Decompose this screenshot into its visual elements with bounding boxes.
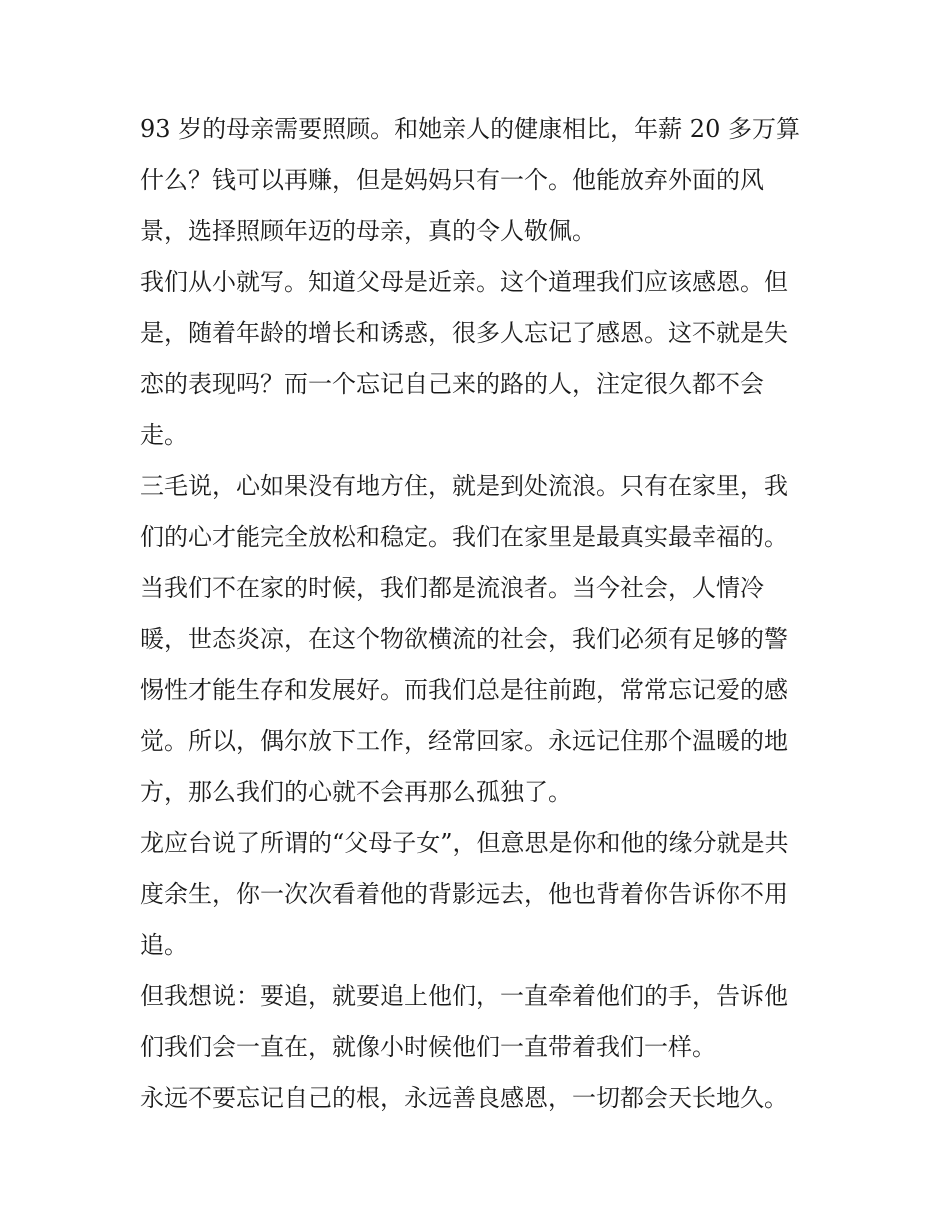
text-line: 方，那么我们的心就不会再那么孤独了。 <box>140 778 572 806</box>
text-line: 是，随着年龄的增长和诱惑，很多人忘记了感恩。这不就是失 <box>140 319 788 347</box>
text-line: 龙应台说了所谓的“父母子女”，但意思是你和他的缘分就是共 <box>140 829 789 857</box>
text-line: 走。 <box>140 421 188 449</box>
text-line: 93 岁的母亲需要照顾。和她亲人的健康相比，年薪 20 多万算 <box>140 115 800 143</box>
text-line: 觉。所以，偶尔放下工作，经常回家。永远记住那个温暖的地 <box>140 727 788 755</box>
text-line: 我们从小就写。知道父母是近亲。这个道理我们应该感恩。但 <box>140 268 788 296</box>
text-line: 暖，世态炎凉，在这个物欲横流的社会，我们必须有足够的警 <box>140 625 788 653</box>
text-line: 追。 <box>140 931 188 959</box>
text-line: 恋的表现吗？而一个忘记自己来的路的人，注定很久都不会 <box>140 370 764 398</box>
text-line: 惕性才能生存和发展好。而我们总是往前跑，常常忘记爱的感 <box>140 676 788 704</box>
text-line: 三毛说，心如果没有地方住，就是到处流浪。只有在家里，我 <box>140 472 788 500</box>
text-line: 但我想说：要追，就要追上他们，一直牵着他们的手，告诉他 <box>140 982 788 1010</box>
text-line: 景，选择照顾年迈的母亲，真的令人敬佩。 <box>140 217 596 245</box>
document-body <box>140 104 820 1124</box>
text-line: 永远不要忘记自己的根，永远善良感恩，一切都会天长地久。 <box>140 1084 788 1112</box>
text-line: 什么？钱可以再赚，但是妈妈只有一个。他能放弃外面的风 <box>140 166 764 194</box>
text-line: 们我们会一直在，就像小时候他们一直带着我们一样。 <box>140 1033 716 1061</box>
text-line: 当我们不在家的时候，我们都是流浪者。当今社会，人情冷 <box>140 574 764 602</box>
text-line: 度余生，你一次次看着他的背影远去，他也背着你告诉你不用 <box>140 880 788 908</box>
text-line: 们的心才能完全放松和稳定。我们在家里是最真实最幸福的。 <box>140 523 788 551</box>
